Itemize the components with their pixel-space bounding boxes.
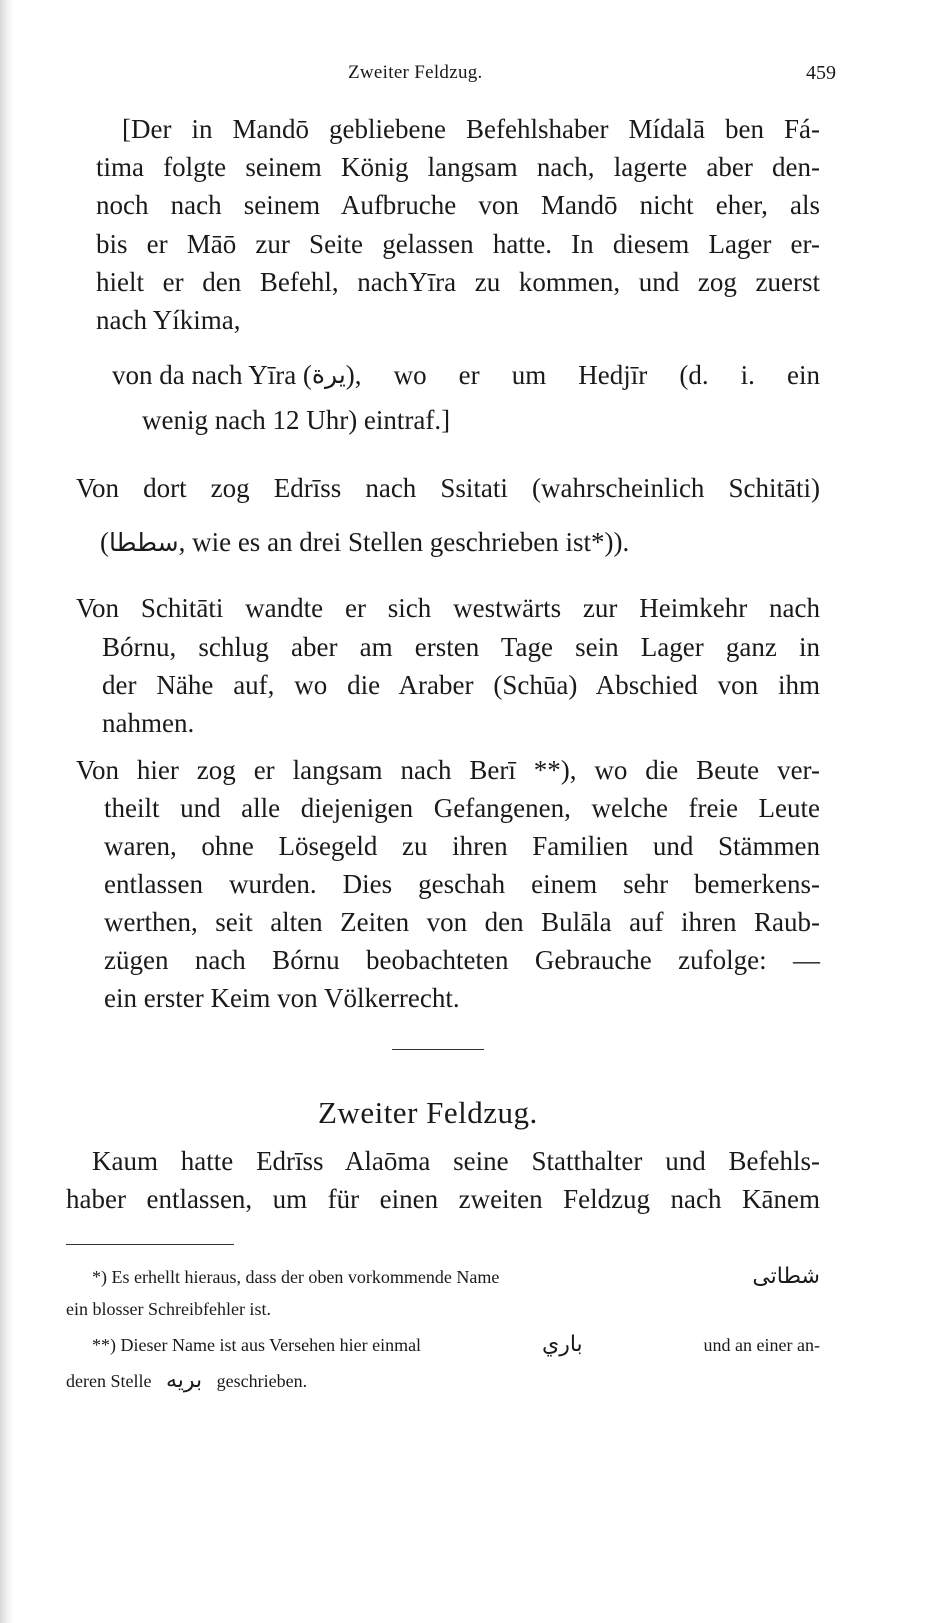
para4-line-1: Von Schitāti wandte er sich westwärts zur Heimkehr nach (76, 593, 820, 623)
para4-line-4: nahmen. (102, 708, 195, 738)
arabic-bari: باري (541, 1332, 583, 1357)
para5-line-2: theilt und alle diejenigen Gefangenen, welche freie Leute (104, 793, 820, 823)
para4-line-2: Bórnu, schlug aber am ersten Tage sein Lager ganz in (102, 632, 820, 662)
para5-line-1: Von hier zog er langsam nach Berī **), wo die Beute ver- (76, 755, 820, 785)
para3-line2-rest: , wie es an drei Stellen geschrieben ist*)). (178, 527, 630, 557)
para2-text-after: ), wo er um Hedjīr (d. i. ein (345, 360, 820, 390)
section-divider (392, 1049, 484, 1050)
para1-line-5: hielt er den Befehl, nachYīra zu kommen, und zog zuerst (96, 267, 820, 297)
footnote-2-line-1 (92, 1334, 820, 1356)
para5-line-4: entlassen wurden. Dies geschah einem sehr bemerkens- (104, 869, 820, 899)
para2-line-2: wenig nach 12 Uhr) eintraf.] (142, 405, 451, 435)
para1-line-1: [Der in Mandō gebliebene Befehlshaber Mídalā ben Fá- (122, 114, 820, 144)
para1-line-6: nach Yíkima, (96, 305, 241, 335)
running-head-title: Zweiter Feldzug. (348, 62, 483, 83)
para5-line-7: ein erster Keim von Völkerrecht. (104, 983, 460, 1013)
section-heading: Zweiter Feldzug. (318, 1095, 538, 1130)
para5-line-3: waren, ohne Lösegeld zu ihren Familien und Stämmen (104, 831, 820, 861)
footnote-2-line-2 (66, 1370, 307, 1392)
arabic-ssitati: سططا (109, 528, 179, 557)
footnote-2-line2-before: deren Stelle (66, 1371, 152, 1391)
para6-line-1: Kaum hatte Edrīss Alaōma seine Statthalter und Befehls- (92, 1146, 820, 1176)
para3-open-paren: ( (100, 527, 109, 557)
para1-line-2: tima folgte seinem König langsam nach, lagerte aber den- (96, 152, 820, 182)
para6-line-2: haber entlassen, um für einen zweiten Feldzug nach Kānem (66, 1184, 820, 1214)
footnote-2-line2-after: geschrieben. (216, 1371, 308, 1391)
page-edge-shadow (0, 0, 14, 1623)
para5-line-6: zügen nach Bórnu beobachteten Gebrauche zufolge: — (104, 945, 820, 975)
para2-text-before: von da nach Yīra ( (112, 360, 312, 390)
footnote-rule (66, 1244, 234, 1245)
footnote-1-line-1 (92, 1266, 820, 1288)
para1-line-4: bis er Māō zur Seite gelassen hatte. In diesem Lager er- (96, 229, 820, 259)
para2-line-1 (112, 360, 820, 390)
para5-line-5: werthen, seit alten Zeiten von den Bulāla auf ihren Raub- (104, 907, 820, 937)
para3-line-2 (100, 527, 629, 558)
para1-line-3: noch nach seinem Aufbruche von Mandō nicht eher, als (96, 190, 820, 220)
arabic-yira: يرة (311, 360, 346, 389)
arabic-schitati: شطاتى (752, 1264, 820, 1289)
para3-line-1: Von dort zog Edrīss nach Ssitati (wahrscheinlich Schitāti) (76, 473, 820, 503)
arabic-berih: بريه (165, 1368, 203, 1393)
footnote-1-text: *) Es erhellt hieraus, dass der oben vorkommende Name (92, 1267, 500, 1287)
para4-line-3: der Nähe auf, wo die Araber (Schūa) Abschied von ihm (102, 670, 820, 700)
footnote-2-text-before: **) Dieser Name ist aus Versehen hier einmal (92, 1335, 422, 1355)
page-number: 459 (806, 62, 836, 84)
footnote-2-text-after: und an einer an- (703, 1335, 820, 1355)
footnote-1-line-2: ein blosser Schreibfehler ist. (66, 1299, 271, 1319)
